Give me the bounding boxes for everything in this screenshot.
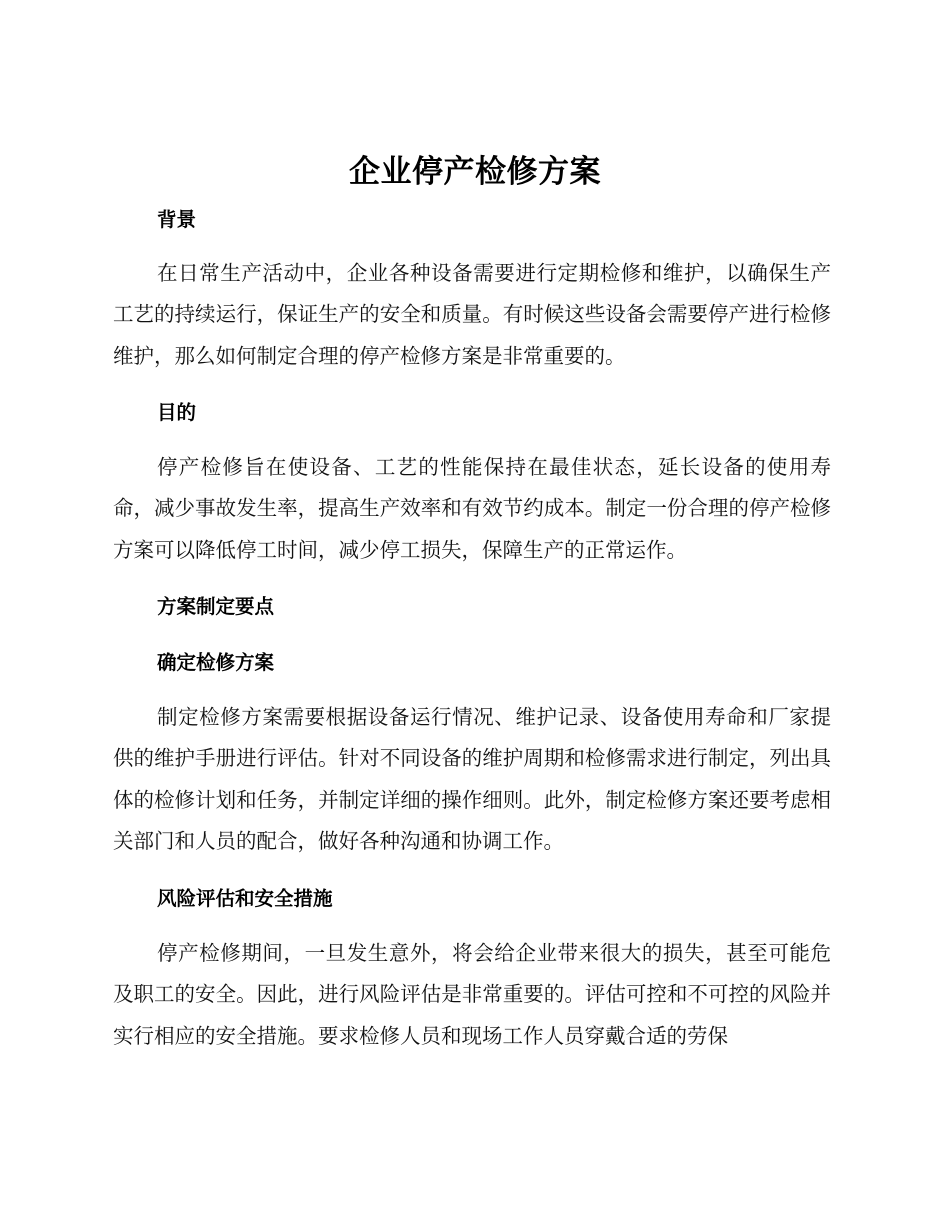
section-heading-key-points: 方案制定要点 (157, 595, 275, 618)
section-paragraph-background: 在日常生产活动中，企业各种设备需要进行定期检修和维护，以确保生产工艺的持续运行，保证生产的安全和质量。有时候这些设备会需要停产进行检修维护，那么如何制定合理的停产检修方案是非常重要的。 (113, 261, 831, 368)
section-heading-maintenance-plan: 确定检修方案 (157, 651, 275, 674)
section-paragraph-maintenance-plan: 制定检修方案需要根据设备运行情况、维护记录、设备使用寿命和厂家提供的维护手册进行评估。针对不同设备的维护周期和检修需求进行制定，列出具体的检修计划和任务，并制定详细的操作细则。此外，制定检修方案还要考虑相关部门和人员的配合，做好各种沟通和协调工作。 (113, 705, 831, 853)
section-heading-risk-safety: 风险评估和安全措施 (157, 887, 333, 910)
section-paragraph-risk-safety: 停产检修期间，一旦发生意外，将会给企业带来很大的损失，甚至可能危及职工的安全。因此，进行风险评估是非常重要的。评估可控和不可控的风险并实行相应的安全措施。要求检修人员和现场工作人员穿戴合适的劳保 (113, 941, 831, 1048)
document-title: 企业停产检修方案 (349, 154, 601, 190)
section-paragraph-purpose: 停产检修旨在使设备、工艺的性能保持在最佳状态，延长设备的使用寿命，减少事故发生率，提高生产效率和有效节约成本。制定一份合理的停产检修方案可以降低停工时间，减少停工损失，保障生产的正常运作。 (113, 455, 831, 562)
section-heading-background: 背景 (157, 208, 197, 231)
section-heading-purpose: 目的 (157, 401, 197, 424)
